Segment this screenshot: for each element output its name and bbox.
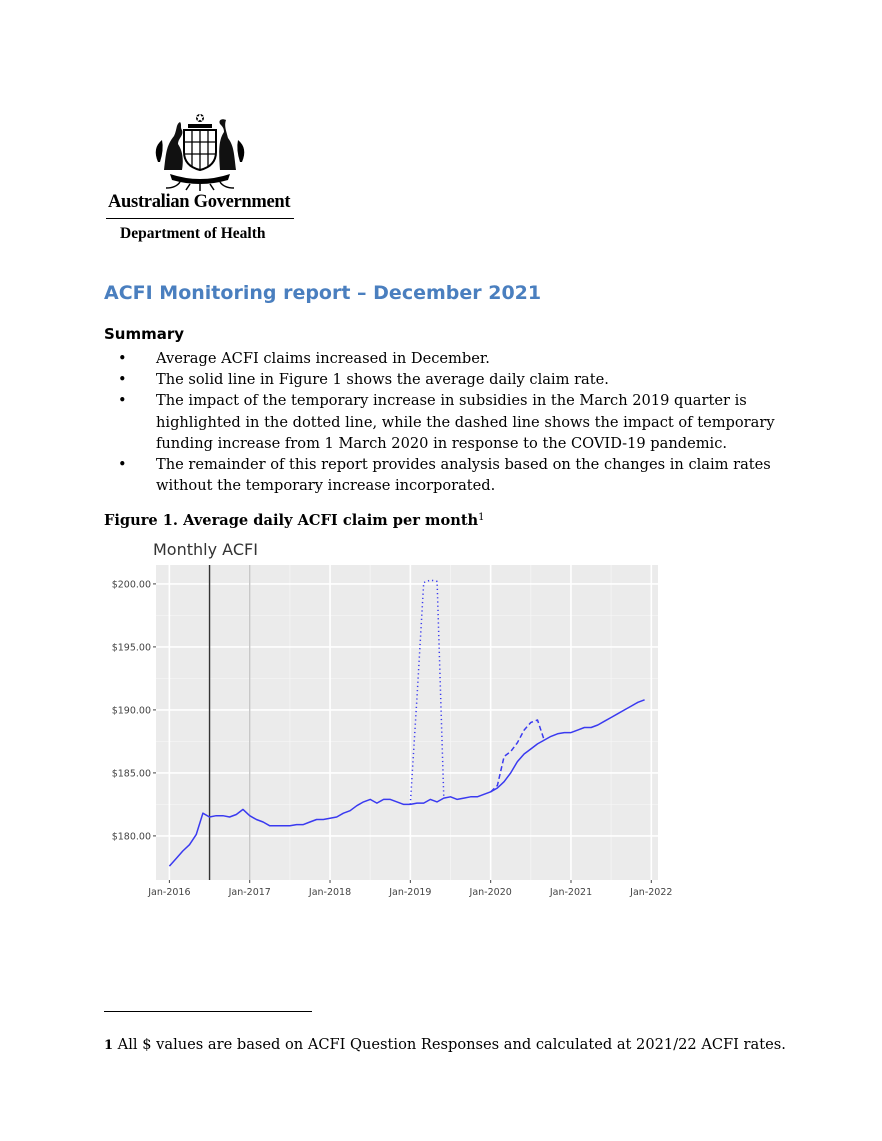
list-item-text: The solid line in Figure 1 shows the average daily claim rate. <box>156 371 609 389</box>
list-item-text: Average ACFI claims increased in December. <box>156 350 490 367</box>
list-item <box>104 369 784 390</box>
figure-caption <box>104 512 485 529</box>
list-item <box>104 454 784 496</box>
x-tick-label: Jan-2021 <box>549 887 593 898</box>
x-tick-label: Jan-2022 <box>630 887 673 898</box>
bullet-icon: • <box>118 350 127 367</box>
footnote-reference[interactable]: 1 <box>478 512 485 523</box>
y-tick-label: $200.00 <box>111 579 151 591</box>
coat-of-arms-icon <box>150 112 250 192</box>
footnote-divider <box>104 1011 312 1012</box>
y-tick-label: $185.00 <box>111 768 151 780</box>
government-name: Australian Government <box>108 192 291 212</box>
footnote-text: All $ values are based on ACFI Question Responses and calculated at 2021/22 ACFI rates. <box>113 1036 786 1053</box>
y-tick-label: $190.00 <box>111 705 151 717</box>
list-item <box>104 390 784 454</box>
department-name: Department of Health <box>120 225 266 242</box>
bullet-icon: • <box>118 456 127 474</box>
logo-divider <box>106 218 294 219</box>
figure-caption-text: Figure 1. Average daily ACFI claim per month <box>104 512 479 529</box>
x-tick-label: Jan-2017 <box>228 887 271 898</box>
summary-heading: Summary <box>104 325 185 343</box>
list-item <box>104 348 784 369</box>
bullet-icon: • <box>118 371 127 389</box>
bullet-icon: • <box>118 392 127 410</box>
footnote <box>104 1036 786 1053</box>
footnote-mark: 1 <box>104 1038 114 1053</box>
list-item-text: The impact of the temporary increase in subsidies in the March 2019 quarter is highlighted in the dotted line, while the dashed line shows the impact of temporary funding increase from 1 March 2020 in response to the COVID-19 pandemic. <box>156 392 775 452</box>
chart-title: Monthly ACFI <box>153 540 258 559</box>
monthly-acfi-chart <box>100 535 680 905</box>
x-tick-label: Jan-2016 <box>148 887 191 898</box>
y-tick-label: $180.00 <box>111 831 151 843</box>
page-title: ACFI Monitoring report – December 2021 <box>104 282 542 304</box>
plot-background <box>156 565 658 880</box>
y-tick-label: $195.00 <box>111 642 151 654</box>
x-tick-label: Jan-2018 <box>308 887 352 898</box>
x-tick-label: Jan-2019 <box>389 887 432 898</box>
government-logo <box>100 110 300 250</box>
x-tick-label: Jan-2020 <box>469 887 512 898</box>
list-item-text: The remainder of this report provides analysis based on the changes in claim rates without the temporary increase incorporated. <box>156 456 771 495</box>
summary-list <box>104 348 784 496</box>
